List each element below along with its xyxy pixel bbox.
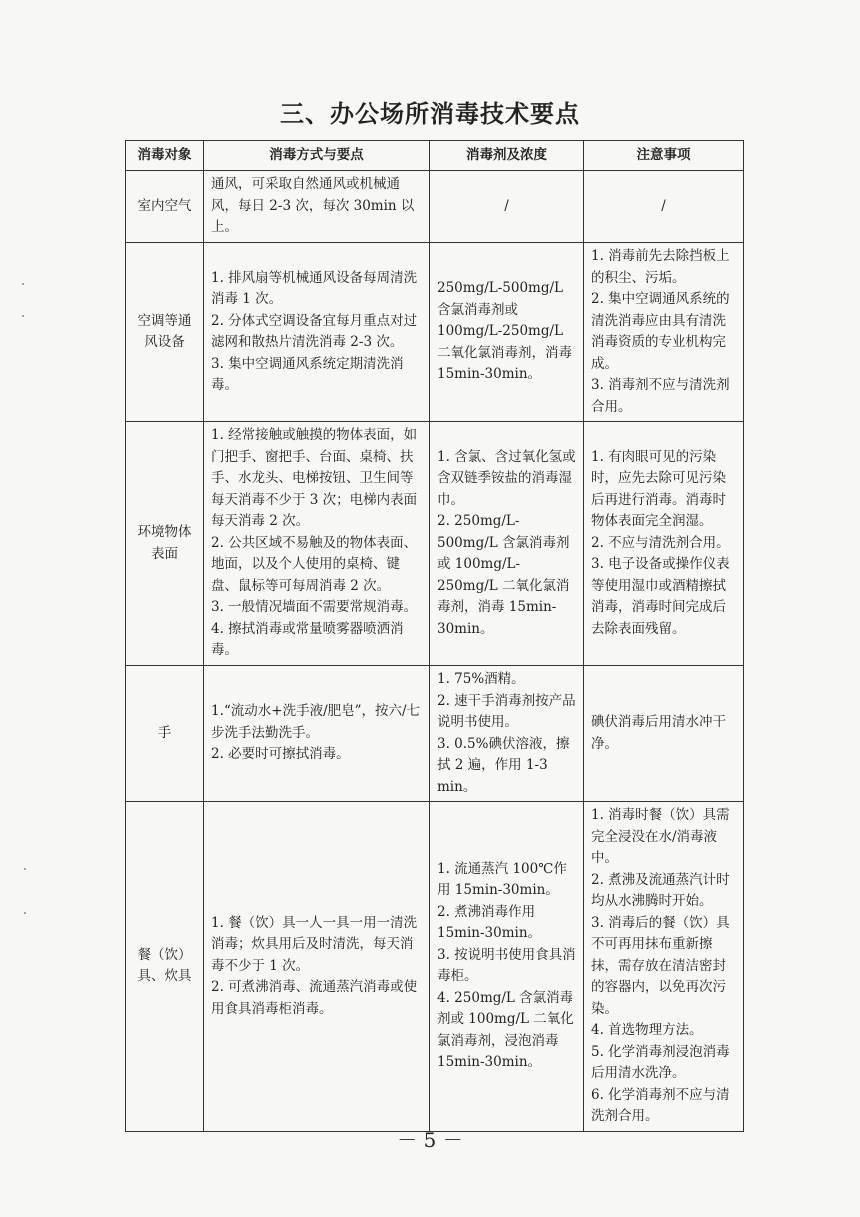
page-title: 三、办公场所消毒技术要点 [280, 100, 580, 128]
table-row [126, 171, 744, 243]
row-notes: / [584, 171, 744, 243]
table-header-row [126, 141, 744, 171]
table-row [126, 666, 744, 802]
row-object: 餐（饮） 具、炊具 [126, 802, 204, 1132]
row-agent: / [430, 171, 584, 243]
row-notes: 1. 消毒时餐（饮）具需完全浸没在水/消毒液中。 2. 煮沸及流通蒸汽计时均从水沸腾时开始。 3. 消毒后的餐（饮）具不可再用抹布重新擦抹，需存放在清洁密封的容器内，以免再次污染。 4. 首选物理方法。 5. 化学消毒剂浸泡消毒后用清水洗净。 6. 化学消毒剂不应与清洗剂合用。 [584, 802, 744, 1132]
row-method: 1. 排风扇等机械通风设备每周清洗消毒 1 次。 2. 分体式空调设备宜每月重点对过滤网和散热片清洗消毒 2-3 次。 3. 集中空调通风系统定期清洗消毒。 [204, 243, 430, 422]
margin-dot [22, 283, 24, 285]
row-object: 室内空气 [126, 171, 204, 243]
table-row [126, 422, 744, 666]
disinfection-table [125, 140, 744, 1132]
page-number: － 5 － [397, 1128, 463, 1152]
row-notes: 1. 消毒前先去除挡板上的积尘、污垢。 2. 集中空调通风系统的清洗消毒应由具有清洗消毒资质的专业机构完成。 3. 消毒剂不应与清洗剂合用。 [584, 243, 744, 422]
row-method: 1. 餐（饮）具一人一具一用一清洗消毒；炊具用后及时清洗，每天消毒不少于 1 次。 2. 可煮沸消毒、流通蒸汽消毒或使用食具消毒柜消毒。 [204, 802, 430, 1132]
row-method: 通风，可采取自然通风或机械通风，每日 2-3 次，每次 30min 以上。 [204, 171, 430, 243]
header-agent: 消毒剂及浓度 [430, 141, 584, 171]
row-object: 手 [126, 666, 204, 802]
table-row [126, 243, 744, 422]
row-method: 1.“流动水+洗手液/肥皂”，按六/七步洗手法勤洗手。 2. 必要时可擦拭消毒。 [204, 666, 430, 802]
row-object: 空调等通 风设备 [126, 243, 204, 422]
table-row [126, 802, 744, 1132]
row-object: 环境物体 表面 [126, 422, 204, 666]
header-object: 消毒对象 [126, 141, 204, 171]
row-notes: 1. 有肉眼可见的污染时，应先去除可见污染后再进行消毒。消毒时物体表面完全润湿。 2. 不应与清洗剂合用。 3. 电子设备或操作仪表等使用湿巾或酒精擦拭消毒，消毒时间完成后去除表面残留。 [584, 422, 744, 666]
row-agent: 1. 75%酒精。 2. 速干手消毒剂按产品说明书使用。 3. 0.5%碘伏溶液，擦拭 2 遍，作用 1-3 min。 [430, 666, 584, 802]
header-notes: 注意事项 [584, 141, 744, 171]
row-method: 1. 经常接触或触摸的物体表面，如门把手、窗把手、台面、桌椅、扶手、水龙头、电梯按钮、卫生间等每天消毒不少于 3 次；电梯内表面每天消毒 2 次。 2. 公共区域不易触及的物体表面、地面，以及个人使用的桌椅、键盘、鼠标等可每周消毒 2 次。 3. 一般情况墙面不需要常规消毒。 4. 擦拭消毒或常量喷雾器喷洒消毒。 [204, 422, 430, 666]
margin-dot [22, 315, 24, 317]
header-method: 消毒方式与要点 [204, 141, 430, 171]
row-notes: 碘伏消毒后用清水冲干净。 [584, 666, 744, 802]
margin-dot [24, 912, 26, 914]
row-agent: 250mg/L-500mg/L 含氯消毒剂或 100mg/L-250mg/L 二氧化氯消毒剂，消毒 15min-30min。 [430, 243, 584, 422]
row-agent: 1. 含氯、含过氧化氢或含双链季铵盐的消毒湿巾。 2. 250mg/L-500mg/L 含氯消毒剂或 100mg/L-250mg/L 二氧化氯消毒剂，消毒 15min-30min。 [430, 422, 584, 666]
row-agent: 1. 流通蒸汽 100℃作用 15min-30min。 2. 煮沸消毒作用 15min-30min。 3. 按说明书使用食具消毒柜。 4. 250mg/L 含氯消毒剂或 100mg/L 二氧化氯消毒剂，浸泡消毒 15min-30min。 [430, 802, 584, 1132]
margin-dot [24, 868, 26, 870]
